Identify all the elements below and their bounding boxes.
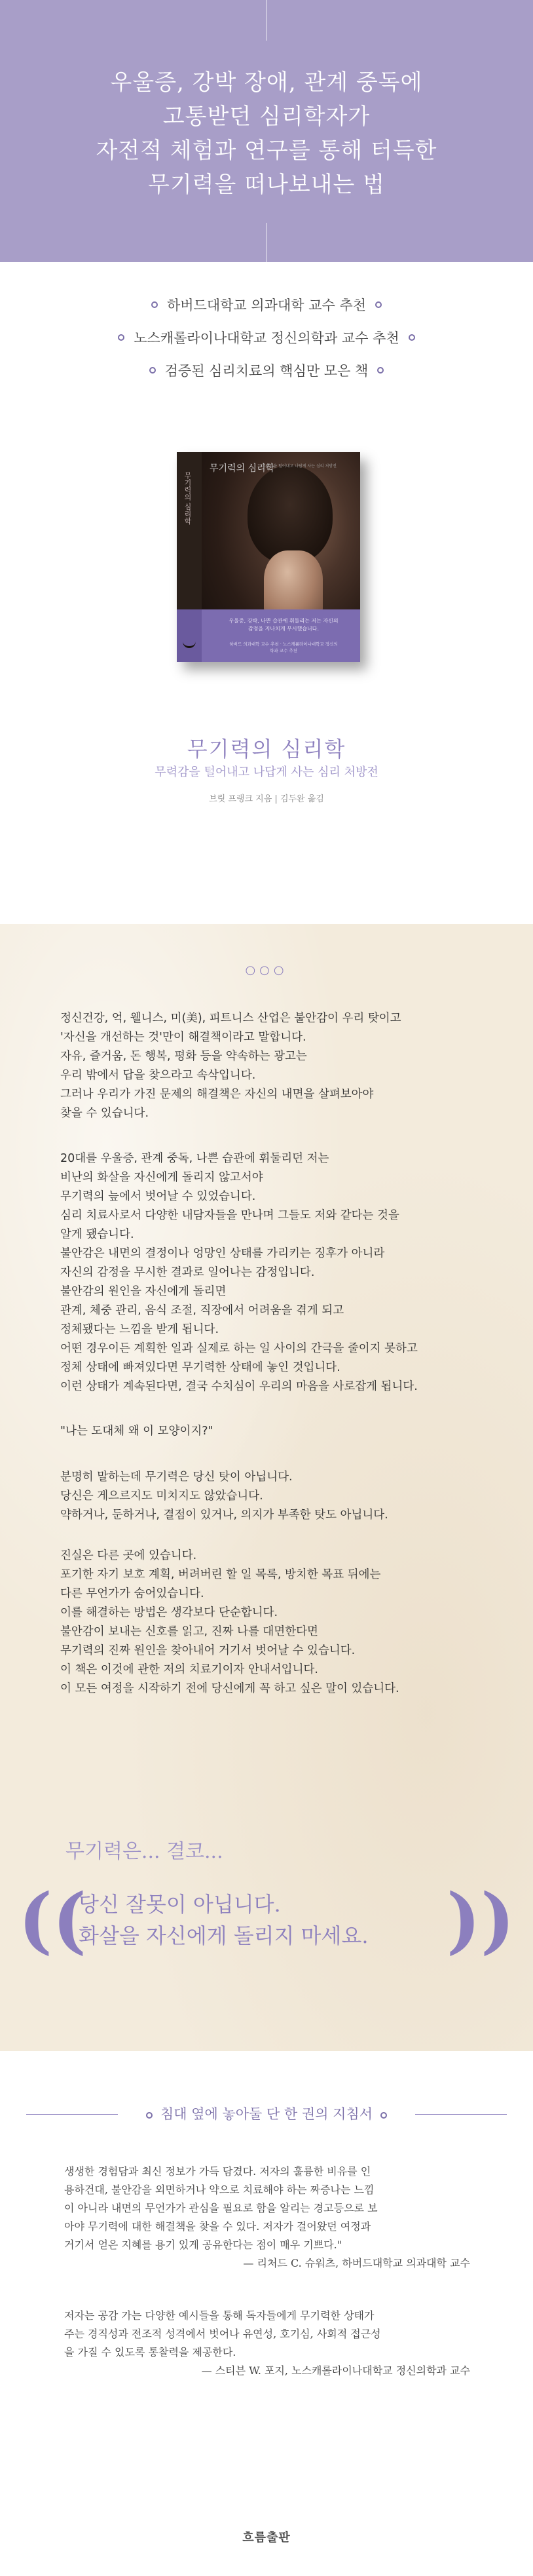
intro-paragraph-2 bbox=[60, 1149, 479, 1396]
review-line: 을 가질 수 있도록 통찰력을 제공한다. bbox=[64, 2346, 236, 2358]
text-line: 우리 밖에서 답을 찾으라고 속삭입니다. bbox=[60, 1069, 256, 1082]
publisher-logo: 흐름출판 bbox=[242, 2531, 291, 2545]
circle-bullet-icon bbox=[118, 334, 124, 341]
cover-subtitle: 무력감을 털어내고 나답게 사는 심리 처방전 bbox=[262, 464, 337, 469]
text-line: 자신의 감정을 무시한 결과로 일어나는 감정입니다. bbox=[60, 1266, 315, 1279]
divider-line bbox=[415, 2114, 507, 2115]
intro-paragraph-1 bbox=[60, 1009, 479, 1123]
ornament: ○○○ bbox=[245, 963, 288, 977]
intro-section bbox=[0, 924, 533, 2051]
book-title: 무기력의 심리학 bbox=[187, 737, 346, 761]
cover-title: 무기력의 심리학 bbox=[210, 463, 275, 474]
intro-paragraph-5 bbox=[60, 1547, 479, 1699]
cover-band bbox=[202, 609, 360, 662]
endorsement-item bbox=[0, 288, 533, 321]
text-line: 다른 무언가가 숨어있습니다. bbox=[60, 1587, 204, 1600]
book-front-cover bbox=[202, 452, 360, 662]
divider-line bbox=[26, 2114, 118, 2115]
text-line: 불안감은 내면의 결정이나 엉망인 상태를 가리키는 징후가 아니라 bbox=[60, 1247, 385, 1260]
circle-bullet-icon bbox=[151, 301, 158, 308]
book-subtitle: 무력감을 털어내고 나답게 사는 심리 처방전 bbox=[155, 765, 378, 779]
text-line: 알게 됐습니다. bbox=[60, 1228, 134, 1241]
review-item bbox=[64, 2163, 470, 2273]
hero-line-2: 고통받던 심리학자가 bbox=[162, 104, 371, 130]
review-heading-text-wrap bbox=[138, 2104, 395, 2123]
endorsement-text: 하버드대학교 의과대학 교수 추천 bbox=[166, 298, 367, 313]
text-line: 이 모든 여정을 시작하기 전에 당신에게 꼭 하고 싶은 말이 있습니다. bbox=[60, 1682, 399, 1695]
cover-band-recommend: 하버드 의과대학 교수 추천 · 노스캐롤라이나대학교 정신의학과 교수 추천 bbox=[229, 642, 338, 653]
quote-text bbox=[79, 1889, 454, 1951]
review-line: 용하건대, 불안감을 외면하거나 약으로 치료해야 하는 짜증나는 느낌 bbox=[64, 2183, 375, 2196]
spine-band bbox=[177, 609, 202, 662]
intro-paragraph-4 bbox=[60, 1468, 479, 1525]
open-paren-icon: (( bbox=[18, 1877, 87, 1962]
hero-line-1: 우울증, 강박 장애, 관계 중독에 bbox=[110, 69, 423, 96]
book-3d bbox=[177, 452, 360, 662]
spine-title: 무기력의 심리학 bbox=[183, 472, 192, 525]
endorsement-text: 노스캐롤라이나대학교 정신의학과 교수 추천 bbox=[134, 330, 399, 346]
text-line: 무기력의 진짜 원인을 찾아내어 거기서 벗어날 수 있습니다. bbox=[60, 1644, 356, 1657]
text-line: 찾을 수 있습니다. bbox=[60, 1107, 149, 1120]
text-line: "나는 도대체 왜 이 모양이지?" bbox=[60, 1425, 213, 1438]
circle-bullet-icon bbox=[375, 301, 382, 308]
close-paren-icon: )) bbox=[446, 1877, 515, 1962]
text-line: 당신은 게으르지도 미치지도 않았습니다. bbox=[60, 1490, 263, 1503]
text-line: 이런 상태가 계속된다면, 결국 수치심이 우리의 마음을 사로잡게 됩니다. bbox=[60, 1380, 418, 1393]
endorsement-item bbox=[0, 321, 533, 354]
review-line: 저자는 공감 가는 다양한 예시들을 통해 독자들에게 무기력한 상태가 bbox=[64, 2309, 375, 2322]
text-line: 이 책은 이것에 관한 저의 치료기이자 안내서입니다. bbox=[60, 1663, 318, 1676]
text-line: 어떤 경우이든 계획한 일과 실제로 하는 일 사이의 간극을 줄이지 못하고 bbox=[60, 1342, 418, 1355]
quote-line: 화살을 자신에게 돌리지 마세요. bbox=[79, 1923, 369, 1948]
text-line: 이를 해결하는 방법은 생각보다 단순합니다. bbox=[60, 1606, 278, 1619]
book-author: 브릿 프랭크 지음 | 김두완 옮김 bbox=[209, 794, 324, 804]
hero-line-4: 무기력을 떠나보내는 법 bbox=[147, 172, 386, 198]
cover-painting-hair bbox=[248, 465, 333, 564]
circle-bullet-icon bbox=[146, 2112, 153, 2119]
text-line: 관계, 체중 관리, 음식 조절, 직장에서 어려움을 겪게 되고 bbox=[60, 1304, 344, 1317]
quote-line: 당신 잘못이 아닙니다. bbox=[79, 1892, 281, 1917]
text-line: 무기력의 늪에서 벗어날 수 있었습니다. bbox=[60, 1190, 256, 1203]
conclusion-heading: 무기력은... 결코... bbox=[65, 1840, 223, 1863]
review-heading-text: 침대 옆에 놓아둘 단 한 권의 지침서 bbox=[160, 2106, 373, 2122]
review-signature: — 리처드 C. 슈워츠, 하버드대학교 의과대학 교수 bbox=[243, 2257, 470, 2269]
highlight-quote bbox=[0, 1877, 533, 1966]
text-line: 심리 치료사로서 다양한 내담자들을 만나며 그들도 저와 같다는 것을 bbox=[60, 1209, 399, 1222]
text-line: 그러나 우리가 가진 문제의 해결책은 자신의 내면을 살펴보아야 bbox=[60, 1088, 374, 1101]
review-item bbox=[64, 2307, 470, 2380]
text-line: 진실은 다른 곳에 있습니다. bbox=[60, 1549, 197, 1562]
intro-paragraph-3 bbox=[60, 1422, 479, 1441]
circle-bullet-icon bbox=[377, 367, 384, 374]
text-line: 불안감의 원인을 자신에게 돌리면 bbox=[60, 1285, 227, 1298]
endorsement-text: 검증된 심리치료의 핵심만 모은 책 bbox=[164, 363, 369, 379]
review-line: 아야 무기력에 대한 해결책을 찾을 수 있다. 저자가 걸어왔던 여정과 bbox=[64, 2220, 371, 2233]
circle-bullet-icon bbox=[409, 334, 415, 341]
book-spine bbox=[177, 452, 202, 662]
text-line: 분명히 말하는데 무기력은 당신 탓이 아닙니다. bbox=[60, 1471, 293, 1484]
text-line: 정체됐다는 느낌을 받게 됩니다. bbox=[60, 1323, 219, 1336]
review-line: 거기서 얻은 지혜를 용기 있게 공유한다는 점이 매우 기쁘다." bbox=[64, 2239, 342, 2251]
review-line: 생생한 경험담과 최신 정보가 가득 담겼다. 저자의 훌륭한 비유를 인 bbox=[64, 2165, 371, 2178]
hero-banner bbox=[0, 0, 533, 262]
cover-band-quote: 우울증, 강박, 나쁜 습관에 휘둘리는 저는 자신의 감정을 지나치게 무시했습니다. bbox=[229, 618, 339, 632]
hero-line-3: 자전적 체험과 연구를 통해 터득한 bbox=[96, 138, 437, 164]
book-cover-image bbox=[138, 452, 399, 695]
review-signature: — 스티븐 W. 포지, 노스캐롤라이나대학교 정신의학과 교수 bbox=[201, 2364, 470, 2377]
review-heading bbox=[0, 2104, 533, 2123]
hero-headline bbox=[0, 66, 533, 202]
endorsement-list bbox=[0, 288, 533, 387]
publisher-logo-icon bbox=[183, 641, 196, 648]
circle-bullet-icon bbox=[380, 2112, 387, 2119]
text-line: 불안감이 보내는 신호를 읽고, 진짜 나를 대면한다면 bbox=[60, 1625, 318, 1638]
text-line: 20대를 우울증, 관계 중독, 나쁜 습관에 휘둘리던 저는 bbox=[60, 1152, 329, 1165]
text-line: 포기한 자기 보호 계획, 버려버린 할 일 목록, 방치한 목표 뒤에는 bbox=[60, 1568, 381, 1581]
text-line: 비난의 화살을 자신에게 돌리지 않고서야 bbox=[60, 1171, 263, 1184]
circle-bullet-icon bbox=[149, 367, 156, 374]
text-line: '자신을 개선하는 것'만이 해결책이라고 말합니다. bbox=[60, 1031, 306, 1044]
text-line: 정신건강, 억, 웰니스, 미(美), 피트니스 산업은 불안감이 우리 탓이고 bbox=[60, 1012, 401, 1025]
text-line: 약하거나, 둔하거나, 결점이 있거나, 의지가 부족한 탓도 아닙니다. bbox=[60, 1509, 388, 1522]
text-line: 정체 상태에 빠져있다면 무기력한 상태에 놓인 것입니다. bbox=[60, 1361, 340, 1374]
review-line: 이 아니라 내면의 무언가가 관심을 필요로 함을 알리는 경고등으로 보 bbox=[64, 2202, 378, 2214]
review-line: 주는 경직성과 전조적 성격에서 벗어나 유연성, 호기심, 사회적 접근성 bbox=[64, 2328, 381, 2340]
text-line: 자유, 즐거움, 돈 행복, 평화 등을 약속하는 광고는 bbox=[60, 1050, 307, 1063]
endorsement-item bbox=[0, 354, 533, 387]
